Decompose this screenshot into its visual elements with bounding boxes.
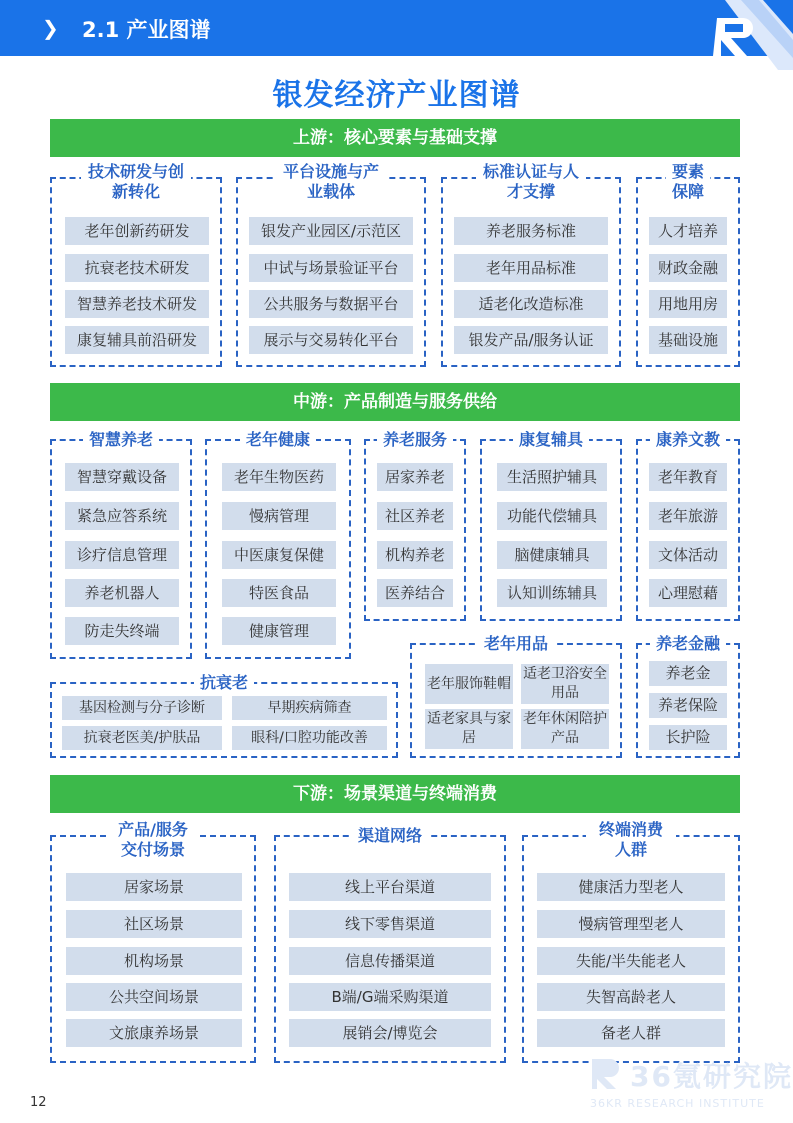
list-item: 养老保险 — [649, 693, 727, 718]
group-title: 产品/服务交付场景 — [52, 820, 254, 860]
list-item: 老年旅游 — [649, 502, 727, 530]
list-item: 养老机器人 — [65, 579, 179, 607]
list-item: 中试与场景验证平台 — [249, 254, 413, 282]
list-item: 长护险 — [649, 725, 727, 750]
group-rehab-aids — [480, 430, 622, 621]
watermark-logo-icon — [590, 1057, 624, 1091]
downstream-band: 下游：场景渠道与终端消费 — [50, 775, 740, 813]
group-anti-aging — [50, 673, 398, 758]
list-item: 养老金 — [649, 661, 727, 686]
list-item: 医养结合 — [377, 579, 453, 607]
list-item: 适老家具与家居 — [425, 709, 513, 749]
list-item: 老年教育 — [649, 463, 727, 491]
list-item: 诊疗信息管理 — [65, 541, 179, 569]
list-item: 银发产业园区/示范区 — [249, 217, 413, 245]
list-item: 心理慰藉 — [649, 579, 727, 607]
page-title: 银发经济产业图谱 — [272, 78, 521, 113]
list-item: 适老化改造标准 — [454, 290, 608, 318]
list-item: 机构场景 — [66, 947, 242, 975]
list-item: 生活照护辅具 — [497, 463, 607, 491]
list-item: 备老人群 — [537, 1019, 725, 1047]
list-item: 基础设施 — [649, 326, 727, 354]
group-title: 渠道网络 — [276, 826, 504, 846]
group-title: 平台设施与产业载体 — [238, 162, 424, 202]
list-item: 公共空间场景 — [66, 983, 242, 1011]
group-title: 康养文教 — [638, 430, 738, 450]
list-item: 中医康复保健 — [222, 541, 336, 569]
group-title: 要素保障 — [638, 162, 738, 202]
list-item: 老年创新药研发 — [65, 217, 209, 245]
list-item: 认知训练辅具 — [497, 579, 607, 607]
list-item: 紧急应答系统 — [65, 502, 179, 530]
list-item: 康复辅具前沿研发 — [65, 326, 209, 354]
group-elderly-health — [205, 430, 351, 659]
list-item: 健康活力型老人 — [537, 873, 725, 901]
list-item: 智慧穿戴设备 — [65, 463, 179, 491]
list-item: 抗衰老医美/护肤品 — [62, 726, 222, 750]
list-item: 健康管理 — [222, 617, 336, 645]
group-title: 技术研发与创新转化 — [52, 162, 220, 202]
list-item: 财政金融 — [649, 254, 727, 282]
group-delivery-scenes — [50, 820, 256, 1063]
group-title: 康复辅具 — [482, 430, 620, 450]
list-item: 文体活动 — [649, 541, 727, 569]
group-channel-network — [274, 826, 506, 1063]
list-item: 智慧养老技术研发 — [65, 290, 209, 318]
group-title: 养老金融 — [638, 634, 738, 654]
group-title: 标准认证与人才支撑 — [443, 162, 619, 202]
list-item: 防走失终端 — [65, 617, 179, 645]
watermark-cn: 36氪研究院 — [630, 1060, 793, 1093]
list-item: 人才培养 — [649, 217, 727, 245]
list-item: 功能代偿辅具 — [497, 502, 607, 530]
group-title: 老年用品 — [412, 634, 620, 654]
list-item: 老年休闲陪护产品 — [521, 709, 609, 749]
list-item: 适老卫浴安全用品 — [521, 664, 609, 704]
list-item: 线上平台渠道 — [289, 873, 491, 901]
list-item: B端/G端采购渠道 — [289, 983, 491, 1011]
group-factors — [636, 162, 740, 367]
list-item: 文旅康养场景 — [66, 1019, 242, 1047]
group-wellness-culture — [636, 430, 740, 621]
page-number: 12 — [30, 1095, 47, 1110]
list-item: 机构养老 — [377, 541, 453, 569]
list-item: 慢病管理型老人 — [537, 910, 725, 938]
list-item: 基因检测与分子诊断 — [62, 696, 222, 720]
list-item: 居家场景 — [66, 873, 242, 901]
list-item: 社区养老 — [377, 502, 453, 530]
list-item: 银发产品/服务认证 — [454, 326, 608, 354]
list-item: 老年服饰鞋帽 — [425, 664, 513, 704]
brand-logo-icon — [663, 0, 793, 70]
list-item: 展示与交易转化平台 — [249, 326, 413, 354]
group-tech-rd — [50, 162, 222, 367]
group-elderly-finance — [636, 634, 740, 758]
list-item: 养老服务标准 — [454, 217, 608, 245]
group-title: 养老服务 — [366, 430, 464, 450]
list-item: 脑健康辅具 — [497, 541, 607, 569]
group-end-consumers — [522, 820, 740, 1063]
list-item: 早期疾病筛查 — [232, 696, 387, 720]
chevron-right-icon: ❯ — [42, 16, 59, 40]
list-item: 展销会/博览会 — [289, 1019, 491, 1047]
watermark-en: 36KR RESEARCH INSTITUTE — [590, 1097, 765, 1110]
midstream-band: 中游：产品制造与服务供给 — [50, 383, 740, 421]
list-item: 社区场景 — [66, 910, 242, 938]
list-item: 抗衰老技术研发 — [65, 254, 209, 282]
list-item: 失智高龄老人 — [537, 983, 725, 1011]
list-item: 老年用品标准 — [454, 254, 608, 282]
group-standards — [441, 162, 621, 367]
list-item: 居家养老 — [377, 463, 453, 491]
list-item: 信息传播渠道 — [289, 947, 491, 975]
list-item: 用地用房 — [649, 290, 727, 318]
list-item: 线下零售渠道 — [289, 910, 491, 938]
list-item: 慢病管理 — [222, 502, 336, 530]
list-item: 公共服务与数据平台 — [249, 290, 413, 318]
list-item: 失能/半失能老人 — [537, 947, 725, 975]
group-platform — [236, 162, 426, 367]
watermark — [590, 1055, 793, 1110]
list-item: 眼科/口腔功能改善 — [232, 726, 387, 750]
group-title: 终端消费人群 — [524, 820, 738, 860]
group-elderly-goods — [410, 634, 622, 758]
list-item: 特医食品 — [222, 579, 336, 607]
group-title: 智慧养老 — [52, 430, 190, 450]
upstream-band: 上游：核心要素与基础支撑 — [50, 119, 740, 157]
group-smart-care — [50, 430, 192, 659]
section-title: 2.1 产业图谱 — [82, 18, 211, 42]
group-care-service — [364, 430, 466, 621]
group-title: 抗衰老 — [52, 673, 396, 693]
group-title: 老年健康 — [207, 430, 349, 450]
list-item: 老年生物医药 — [222, 463, 336, 491]
